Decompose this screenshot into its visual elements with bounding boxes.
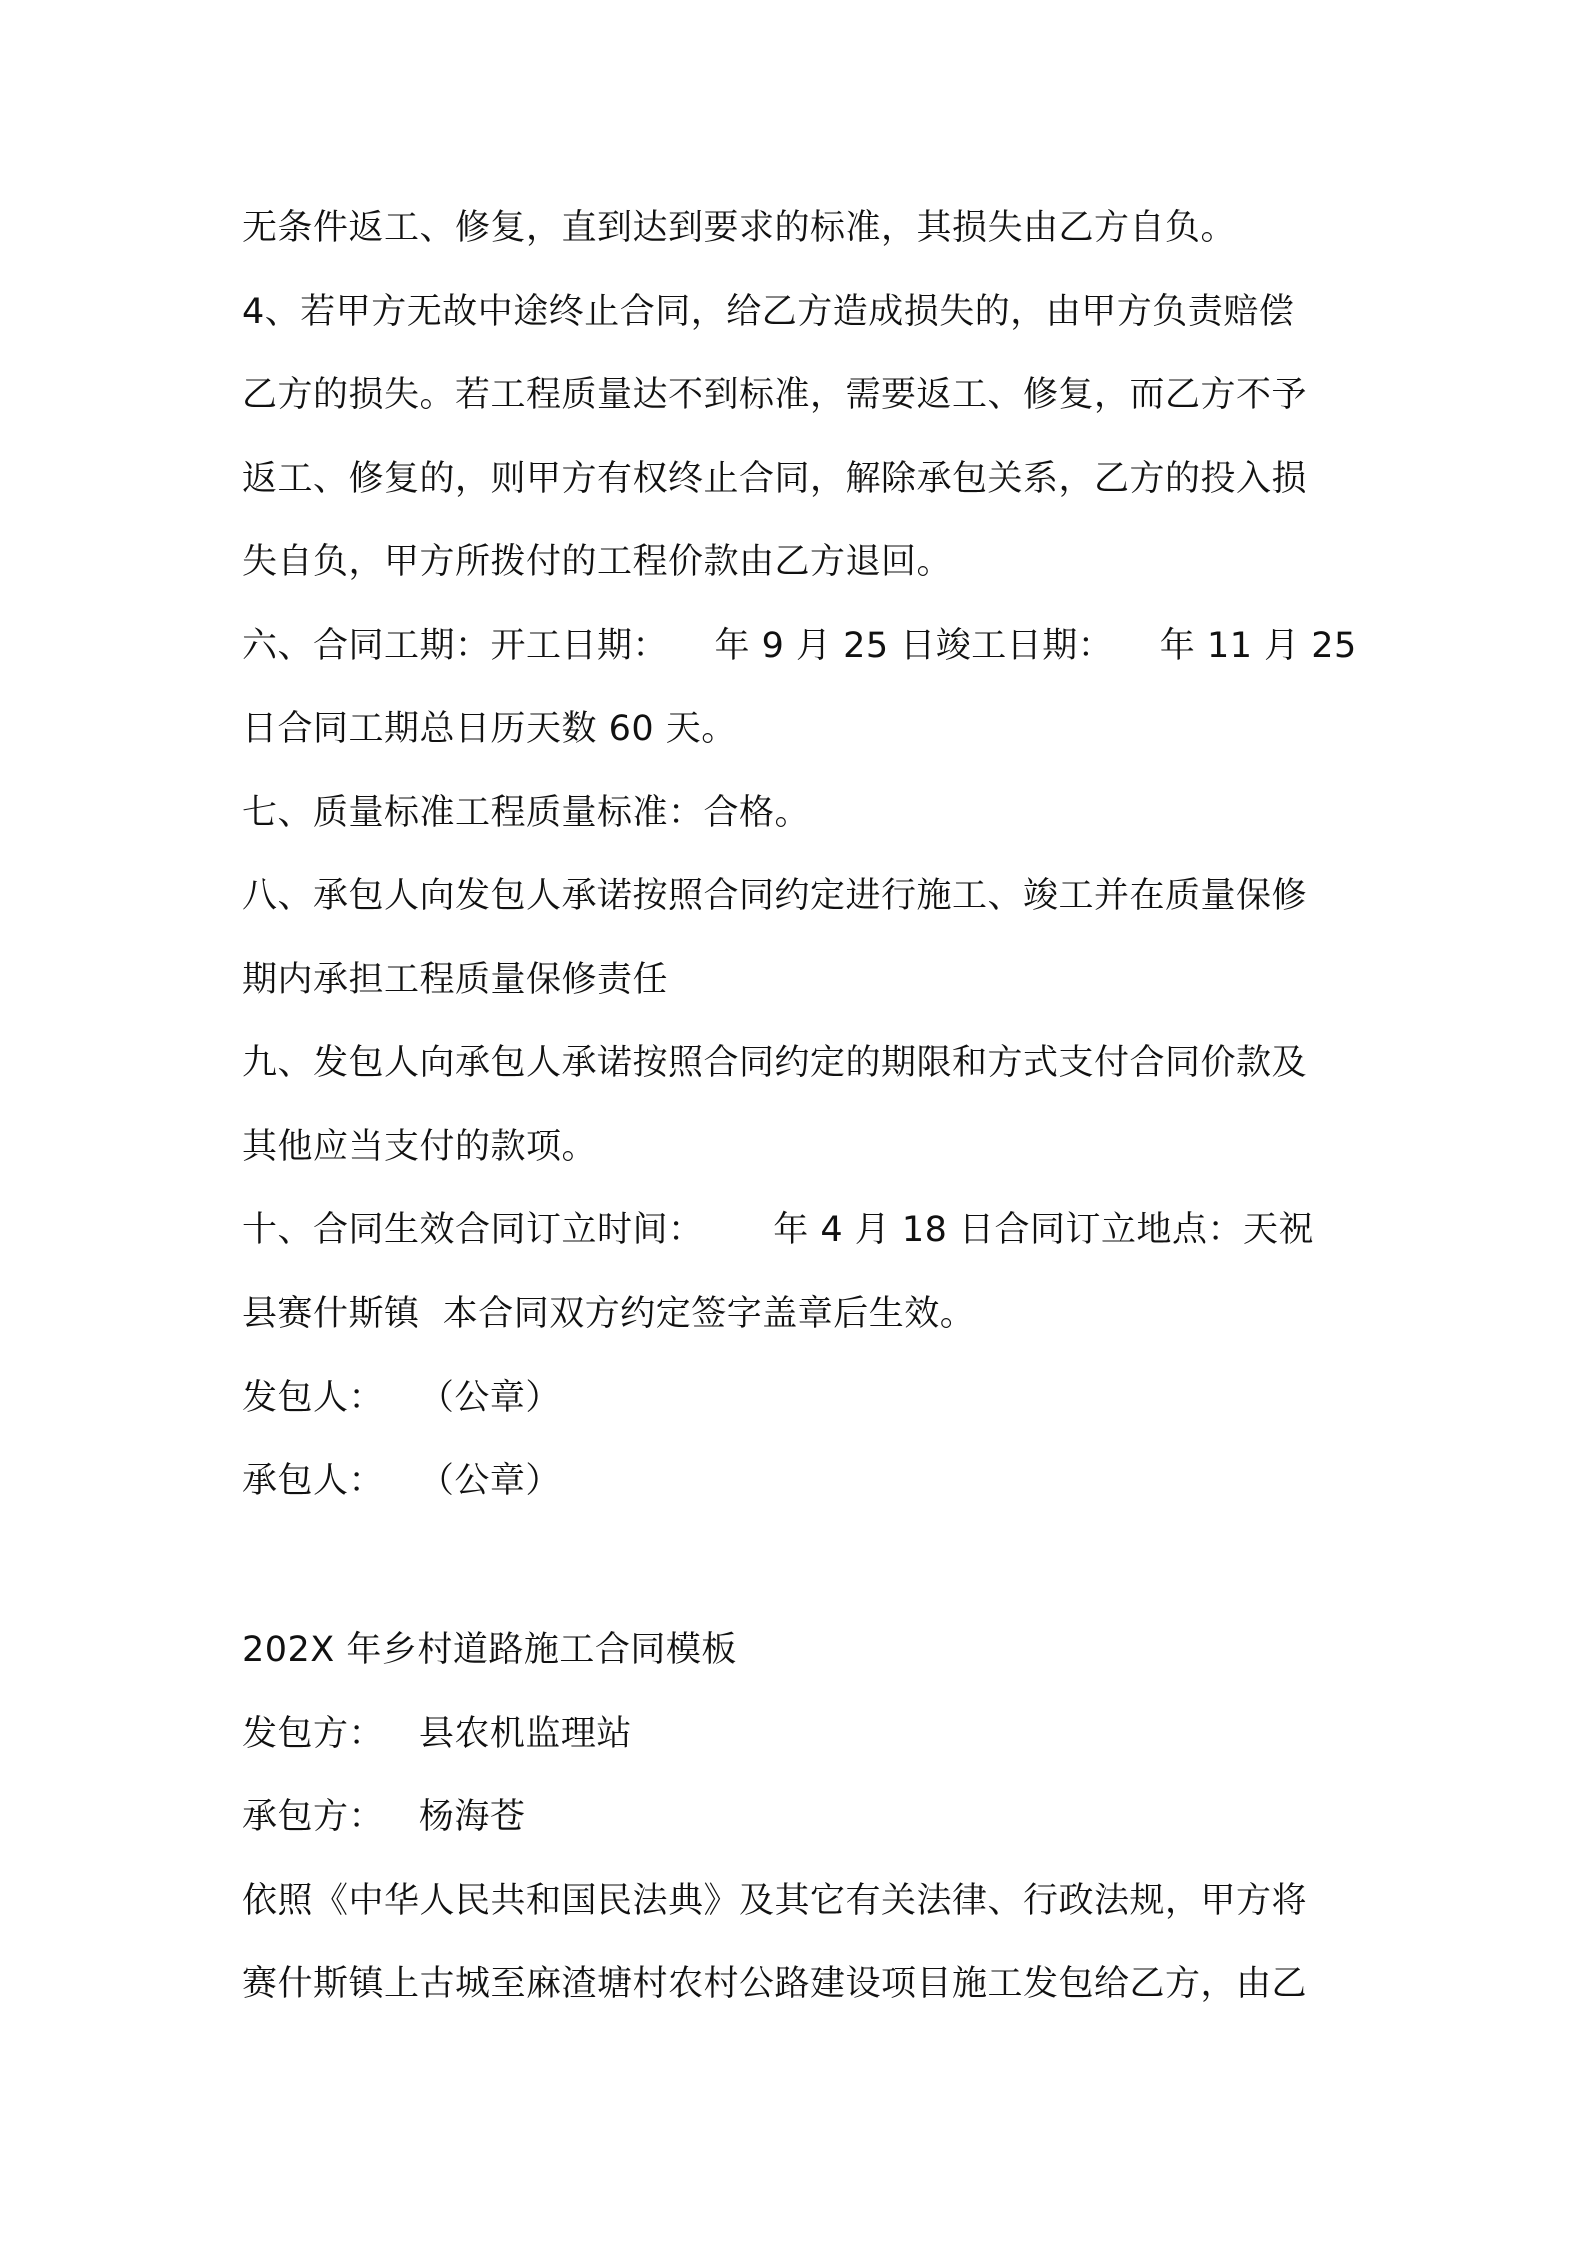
contract-effect-line: 十、合同生效合同订立时间： 年 4 月 18 日合同订立地点：天祝 xyxy=(242,1210,1315,1250)
contract-period-line: 六、合同工期：开工日期： 年 9 月 25 日竣工日期： 年 11 月 25 xyxy=(242,626,1357,666)
text-line: 依照《中华人民共和国民法典》及其它有关法律、行政法规，甲方将 xyxy=(242,1881,1308,1921)
contractor-seal-line: 承包人： （公章） xyxy=(242,1461,561,1501)
quality-standard-line: 七、质量标准工程质量标准：合格。 xyxy=(242,793,811,833)
employer-name-line: 发包方： 县农机监理站 xyxy=(242,1714,632,1754)
text-line: 日合同工期总日历天数 60 天。 xyxy=(242,709,737,749)
text-line: 八、承包人向发包人承诺按照合同约定进行施工、竣工并在质量保修 xyxy=(242,876,1308,916)
text-line: 返工、修复的，则甲方有权终止合同，解除承包关系，乙方的投入损 xyxy=(242,459,1308,499)
text-line: 期内承担工程质量保修责任 xyxy=(242,960,669,1000)
text-line: 赛什斯镇上古城至麻渣塘村农村公路建设项目施工发包给乙方，由乙 xyxy=(242,1964,1308,2004)
text-line: 4、若甲方无故中途终止合同，给乙方造成损失的，由甲方负责赔偿 xyxy=(242,292,1295,332)
document-title: 202X 年乡村道路施工合同模板 xyxy=(242,1630,737,1670)
text-line: 无条件返工、修复，直到达到要求的标准，其损失由乙方自负。 xyxy=(242,208,1237,248)
text-line: 失自负，甲方所拨付的工程价款由乙方退回。 xyxy=(242,542,953,582)
text-line: 其他应当支付的款项。 xyxy=(242,1127,598,1167)
contractor-name-line: 承包方： 杨海苍 xyxy=(242,1797,526,1837)
text-line: 九、发包人向承包人承诺按照合同约定的期限和方式支付合同价款及 xyxy=(242,1043,1308,1083)
employer-seal-line: 发包人： （公章） xyxy=(242,1378,561,1418)
text-line: 县赛什斯镇 本合同双方约定签字盖章后生效。 xyxy=(242,1294,976,1334)
text-line: 乙方的损失。若工程质量达不到标准，需要返工、修复，而乙方不予 xyxy=(242,375,1308,415)
